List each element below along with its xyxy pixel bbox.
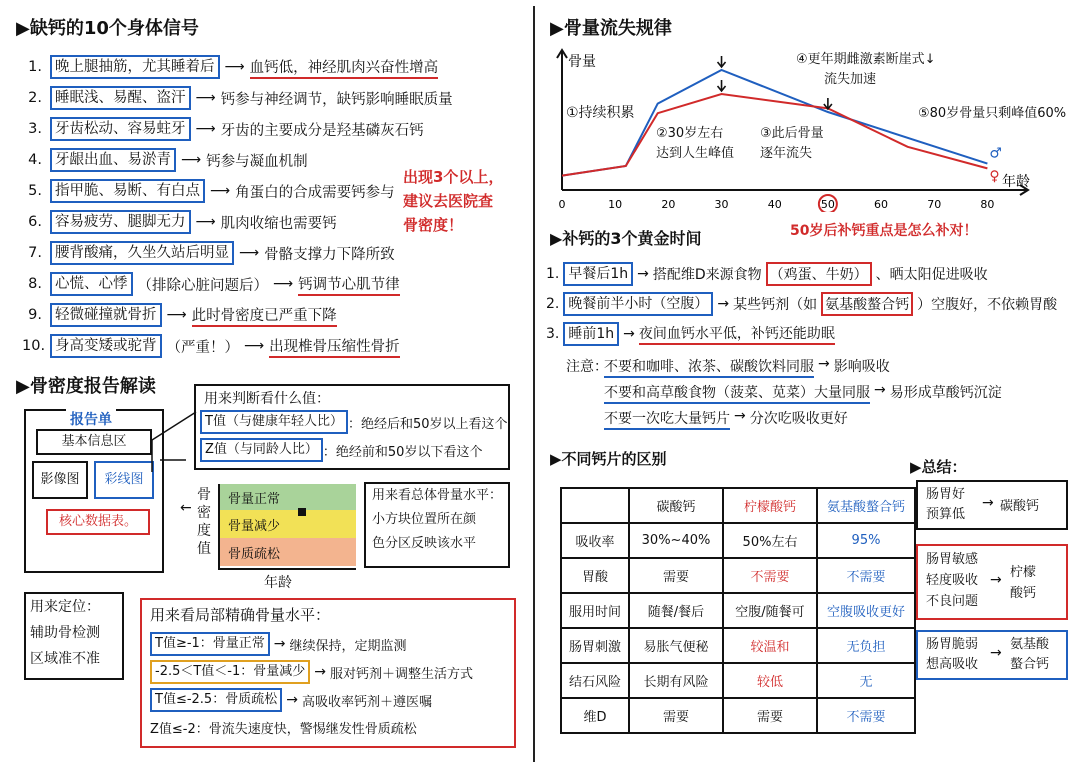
connector-lines (150, 410, 200, 480)
section-title-signals: ▶缺钙的10个身体信号 (16, 18, 199, 39)
table-row (561, 698, 915, 733)
summary-title-text: 总结： (921, 458, 967, 476)
local-row: Z值≤-2：骨流失速度快，警惕继发性骨质疏松 (150, 722, 417, 737)
table-header-row (561, 488, 915, 523)
arrow-right-icon: ⟶ (210, 183, 231, 199)
overall-line: 色分区反映该水平 (372, 536, 477, 551)
golden-time: 睡前1h (563, 322, 619, 346)
table-cell: 较低 (723, 663, 817, 698)
golden-number: 3. (546, 326, 560, 342)
signal-extra: （排除心脏问题后） (137, 277, 268, 294)
golden-number: 2. (546, 296, 560, 312)
table-cell: 易胀气便秘 (629, 628, 723, 663)
signal-item: 牙龈出血、易淤青 (50, 148, 176, 172)
table-header (561, 488, 629, 523)
table-header: 柠檬酸钙 (723, 488, 817, 523)
golden-highlight: 氨基酸螯合钙 (821, 292, 913, 316)
local-advice: 继续保持，定期监测 (289, 638, 407, 654)
locate-line: 用来定位： (30, 599, 100, 615)
annotation-line: ③此后骨量 (760, 126, 824, 141)
signal-result: 血钙低，神经肌肉兴奋性增高 (250, 56, 439, 79)
table-header: 碳酸钙 (629, 488, 723, 523)
image-box: 影像图 (32, 461, 88, 499)
color-chart-box: 彩线图 (94, 461, 154, 499)
zone-normal (220, 484, 356, 510)
signal-number: 6. (28, 214, 42, 230)
arrow-right-icon: ⟶ (244, 338, 265, 354)
section-title-report: ▶骨密度报告解读 (16, 376, 156, 397)
signal-item: 身高变矮或驼背 (50, 334, 162, 358)
summary-title: ▶总结： (910, 458, 967, 476)
report-card-title: 报告单 (66, 409, 116, 429)
arrow-right-icon: → (637, 266, 649, 282)
signal-number: 5. (28, 183, 42, 199)
x-tick-label: 60 (874, 198, 889, 211)
annotation-peak (656, 124, 734, 164)
side-note-line: 骨密度！ (403, 216, 464, 234)
locate-line: 区域准不准 (30, 651, 100, 667)
signal-result: 骨骼支撑力下降所致 (264, 246, 395, 263)
arrow-right-icon: → (273, 636, 286, 652)
diff-title: 不同钙片的区别 (561, 450, 667, 468)
summary-box-1 (916, 480, 1068, 530)
annotation-loss (760, 124, 824, 164)
summary-box-3 (916, 630, 1068, 680)
table-cell: 无负担 (817, 628, 915, 663)
arrow-right-icon: → (623, 326, 635, 342)
signals-title: 缺钙的10个身体信号 (29, 18, 199, 39)
table-cell: 不需要 (817, 698, 915, 733)
table-cell: 无 (817, 663, 915, 698)
table-cell: 需要 (629, 558, 723, 593)
z-value-desc: ：绝经前和50岁以下看这个 (322, 444, 483, 460)
note-row (604, 356, 890, 378)
zone-normal-label: 骨量正常 (228, 492, 281, 507)
local-cond: -2.5＜T值＜-1：骨量减少 (150, 660, 310, 684)
signal-item: 腰背酸痛，久坐久站后明显 (50, 241, 234, 265)
golden-tail: 、晒太阳促进吸收 (875, 267, 988, 283)
arrow-right-icon: ⟶ (273, 276, 294, 292)
report-card (24, 409, 164, 573)
signal-row (22, 55, 438, 79)
arrow-right-icon: → (982, 495, 994, 511)
summary-line: 肠胃敏感 (926, 552, 979, 567)
signal-result: 钙参与神经调节，缺钙影响睡眠质量 (220, 91, 453, 108)
arrow-right-icon: ⟶ (195, 121, 216, 137)
signal-row (22, 241, 395, 265)
summary-result: 螯合钙 (1010, 657, 1050, 672)
signal-number: 4. (28, 152, 42, 168)
table-cell: 胃酸 (561, 558, 629, 593)
local-cond: T值≥-1：骨量正常 (150, 632, 270, 656)
golden-highlight: （鸡蛋、牛奶） (766, 262, 872, 286)
bmd-marker (298, 508, 306, 516)
local-row (150, 660, 473, 684)
signal-item: 指甲脆、易断、有白点 (50, 179, 205, 203)
table-cell: 不需要 (723, 558, 817, 593)
arrow-right-icon: ⟶ (195, 90, 216, 106)
signal-number: 7. (28, 245, 42, 261)
local-box (140, 598, 516, 748)
arrow-right-icon: → (874, 382, 886, 398)
signal-result: 牙齿的主要成分是羟基磷灰石钙 (220, 122, 424, 139)
arrow-right-icon: ⟶ (181, 152, 202, 168)
table-cell: 肠胃刺激 (561, 628, 629, 663)
side-note-line: 建议去医院查 (403, 192, 494, 210)
arrow-right-icon: → (717, 296, 730, 312)
signal-item: 容易疲劳、腿脚无力 (50, 210, 191, 234)
arrow-right-icon: → (818, 356, 830, 372)
arrow-right-icon: ⟶ (239, 245, 260, 261)
signal-item: 心慌、心悸 (50, 272, 133, 296)
signal-row (22, 334, 400, 358)
table-cell: 结石风险 (561, 663, 629, 698)
table-cell: 空腹吸收更好 (817, 593, 915, 628)
table-row (561, 628, 915, 663)
summary-line: 想高吸收 (926, 657, 979, 672)
section-title-bone: ▶骨量流失规律 (550, 18, 672, 39)
summary-box-2 (916, 544, 1068, 620)
local-title: 用来看局部精确骨量水平： (150, 606, 331, 624)
arrow-right-icon: → (990, 645, 1002, 661)
arrow-right-icon: → (314, 664, 327, 680)
summary-line: 肠胃好 (926, 487, 966, 502)
table-cell: 空腹/随餐可 (723, 593, 817, 628)
summary-line: 轻度吸收 (926, 573, 979, 588)
signal-number: 10. (22, 338, 46, 354)
golden-time: 晚餐前半小时（空腹） (563, 292, 713, 316)
table-cell: 随餐/餐后 (629, 593, 723, 628)
note-result: 分次吃吸收更好 (749, 411, 848, 427)
summary-line: 预算低 (926, 507, 966, 522)
local-advice: 服对钙剂＋调整生活方式 (330, 666, 474, 682)
summary-result: 柠檬 (1010, 565, 1037, 580)
table-cell: 维D (561, 698, 629, 733)
local-advice: 高吸收率钙剂＋遵医嘱 (301, 694, 432, 710)
locate-line: 辅助骨检测 (30, 625, 100, 641)
zone-reduced (220, 510, 356, 538)
series-label: ♀ (989, 168, 1000, 185)
z-value-label: Z值（与同龄人比） (200, 438, 323, 462)
signal-row (22, 272, 400, 296)
table-cell: 30%~40% (629, 523, 723, 558)
golden-text: 夜间血钙水平低，补钙还能助眠 (639, 323, 835, 345)
arrow-right-icon: → (286, 692, 298, 708)
signal-number: 1. (28, 59, 42, 75)
judge-title: 用来判断看什么值： (204, 391, 330, 407)
golden-row (546, 262, 988, 286)
table-header: 氨基酸螯合钙 (817, 488, 915, 523)
x-tick-label: 10 (608, 198, 623, 211)
arrow-right-icon: → (990, 572, 1002, 588)
signal-result: 钙参与凝血机制 (206, 153, 308, 170)
annotation-eighty: ⑤80岁骨量只剩峰值60% (918, 106, 1067, 121)
table-cell: 服用时间 (561, 593, 629, 628)
signal-row (22, 303, 337, 327)
note-text: 不要和高草酸食物（菠菜、苋菜）大量同服 (604, 382, 870, 404)
table-row (561, 558, 915, 593)
signal-item: 睡眠浅、易醒、盗汗 (50, 86, 191, 110)
table-cell: 吸收率 (561, 523, 629, 558)
signal-result: 肌肉收缩也需要钙 (220, 215, 337, 232)
golden-tail: ）空腹好，不依赖胃酸 (917, 297, 1058, 313)
x-tick-label: 80 (980, 198, 995, 211)
table-cell: 需要 (723, 698, 817, 733)
x-tick-label: 30 (714, 198, 729, 211)
section-title-diff: ▶不同钙片的区别 (550, 450, 667, 468)
signal-number: 3. (28, 121, 42, 137)
overall-line: 用来看总体骨量水平： (372, 488, 503, 503)
arrow-right-icon: ⟶ (166, 307, 187, 323)
x-tick-label: 0 (558, 198, 566, 211)
judge-box (194, 384, 510, 470)
signal-number: 8. (28, 276, 42, 292)
down-arrow-icon (718, 80, 726, 91)
overall-box (364, 482, 510, 568)
t-value-desc: ：绝经后和50岁以上看这个 (347, 416, 508, 432)
summary-result: 碳酸钙 (1000, 499, 1040, 514)
signal-number: 2. (28, 90, 42, 106)
zone-loose (220, 538, 356, 566)
side-note-line: 出现3个以上， (403, 168, 504, 186)
x-tick-label: 70 (927, 198, 942, 211)
signal-row (22, 86, 453, 110)
calcium-comparison-table (560, 487, 916, 734)
golden-time: 早餐后1h (563, 262, 633, 286)
core-data-box: 核心数据表。 (46, 509, 150, 535)
t-value-row (200, 410, 508, 434)
zone-reduced-label: 骨量减少 (228, 519, 281, 534)
table-cell: 需要 (629, 698, 723, 733)
local-row (150, 632, 407, 656)
table-cell: 50%左右 (723, 523, 817, 558)
signal-item: 轻微碰撞就骨折 (50, 303, 162, 327)
annotation-line: 逐年流失 (760, 146, 813, 161)
signal-result: 钙调节心肌节律 (298, 273, 400, 296)
locate-box (24, 592, 124, 680)
bone-title: 骨量流失规律 (563, 18, 672, 39)
zone-chart (218, 484, 356, 570)
table-cell: 长期有风险 (629, 663, 723, 698)
signal-row (22, 179, 395, 203)
annotation-accum: ①持续积累 (566, 105, 635, 121)
signal-item: 晚上腿抽筋，尤其睡着后 (50, 55, 220, 79)
x-tick-label: 20 (661, 198, 676, 211)
arrow-left-icon: ← (180, 500, 192, 516)
section-title-golden: ▶补钙的3个黄金时间 (550, 229, 702, 248)
signal-number: 9. (28, 307, 42, 323)
table-cell: 较温和 (723, 628, 817, 663)
arrow-right-icon: → (734, 408, 746, 424)
table-row (561, 593, 915, 628)
note-result: 易形成草酸钙沉淀 (889, 385, 1002, 401)
local-row (150, 688, 432, 712)
local-cond: T值≤-2.5：骨质疏松 (150, 688, 282, 712)
side-note (403, 165, 503, 237)
zone-ylabel: 骨密度值 (197, 487, 211, 557)
annotation-line: ④更年期雌激素断崖式↓ (796, 52, 936, 67)
signal-row (22, 148, 308, 172)
note-row (604, 382, 1002, 404)
golden-text: 某些钙剂（如 (733, 297, 818, 313)
signal-item: 牙齿松动、容易蛀牙 (50, 117, 191, 141)
z-value-row (200, 438, 482, 462)
y-axis-label: 骨量 (568, 54, 596, 70)
signal-row (22, 117, 424, 141)
zone-xlabel: 年龄 (264, 575, 292, 591)
annotation-line: 达到人生峰值 (656, 146, 735, 161)
table-row (561, 663, 915, 698)
signal-result: 角蛋白的合成需要钙参与 (235, 184, 395, 201)
bone-bottom-note: 50岁后补钙重点是怎么补对！ (790, 223, 978, 239)
arrow-right-icon: ⟶ (195, 214, 216, 230)
golden-number: 1. (546, 266, 560, 282)
annotation-line: ②30岁左右 (656, 126, 724, 141)
summary-result: 酸钙 (1010, 586, 1037, 601)
zone-loose-label: 骨质疏松 (228, 547, 281, 562)
note-row (604, 408, 848, 430)
summary-line: 肠胃脆弱 (926, 637, 979, 652)
signal-row (22, 210, 337, 234)
note-result: 影响吸收 (833, 359, 890, 375)
x-tick-label: 50 (820, 198, 835, 211)
arrow-right-icon: ⟶ (224, 59, 245, 75)
golden-text: 搭配维D来源食物 (652, 267, 762, 283)
signal-result: 出现椎骨压缩性骨折 (269, 335, 400, 358)
signal-result: 此时骨密度已严重下降 (192, 304, 337, 327)
down-arrow-icon (718, 56, 726, 67)
overall-line: 小方块位置所在颜 (372, 512, 477, 527)
column-divider (533, 6, 535, 762)
golden-title: 补钙的3个黄金时间 (562, 229, 702, 248)
x-axis-label: 年龄 (1002, 174, 1030, 190)
table-cell: 不需要 (817, 558, 915, 593)
table-cell: 95% (817, 523, 915, 558)
summary-result: 氨基酸 (1010, 637, 1050, 652)
annotation-menopause (796, 50, 936, 90)
table-row (561, 523, 915, 558)
golden-row (546, 322, 835, 346)
notes-label: 注意： (566, 359, 608, 375)
note-text: 不要和咖啡、浓茶、碳酸饮料同服 (604, 356, 814, 378)
annotation-line: 流失加速 (824, 72, 877, 87)
series-label: ♂ (989, 145, 1002, 162)
report-title: 骨密度报告解读 (29, 376, 156, 397)
t-value-label: T值（与健康年轻人比） (200, 410, 348, 434)
x-tick-label: 40 (767, 198, 782, 211)
basic-info-box: 基本信息区 (36, 429, 152, 455)
golden-row (546, 292, 1057, 316)
note-text: 不要一次吃大量钙片 (604, 408, 730, 430)
signal-extra: （严重！） (166, 339, 239, 356)
summary-line: 不良问题 (926, 594, 979, 609)
